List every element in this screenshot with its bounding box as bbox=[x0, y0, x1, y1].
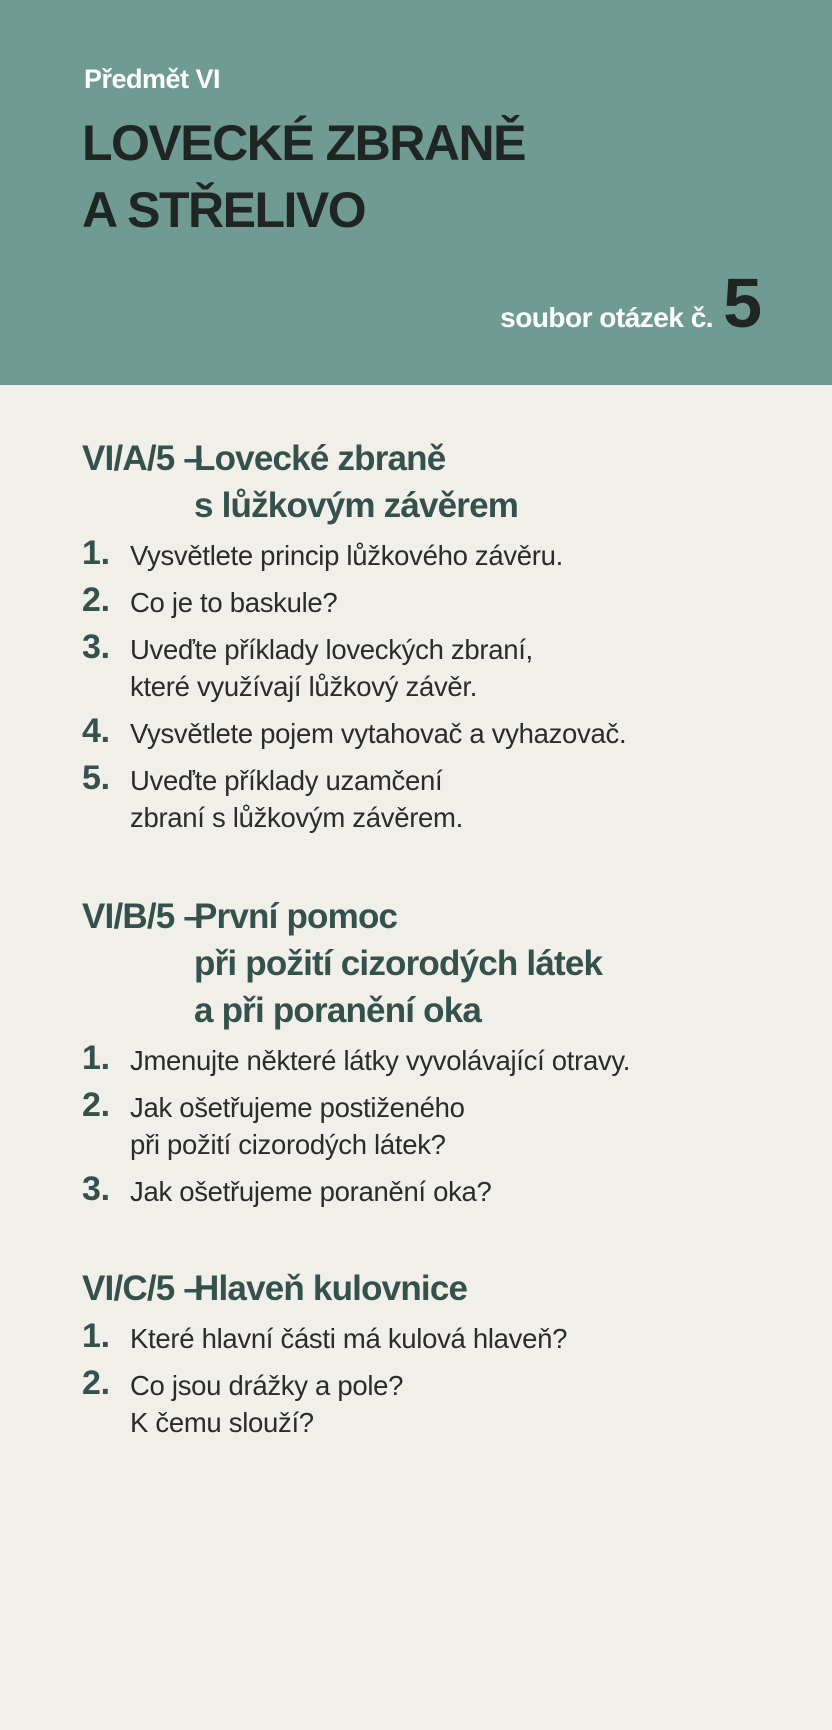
section-title-line: První pomoc bbox=[194, 897, 398, 936]
question-item bbox=[0, 1364, 832, 1441]
question-number: 4. bbox=[82, 712, 110, 750]
question-text: Co jsou drážky a pole? K čemu slouží? bbox=[130, 1370, 404, 1438]
question-item bbox=[0, 712, 832, 752]
section-vi-a bbox=[0, 435, 832, 836]
section-heading bbox=[0, 893, 832, 1034]
section-code: VI/B/5 – bbox=[82, 897, 203, 936]
question-text: Které hlavní části má kulová hlaveň? bbox=[130, 1323, 568, 1354]
page-title bbox=[82, 110, 525, 244]
question-number: 2. bbox=[82, 1086, 110, 1124]
question-text: Jak ošetřujeme poranění oka? bbox=[130, 1176, 492, 1207]
question-text: Uveďte příklady uzamčení zbraní s lůžkovým závěrem. bbox=[130, 765, 463, 833]
question-item bbox=[0, 534, 832, 574]
section-vi-c bbox=[0, 1265, 832, 1441]
subject-label: Předmět VI bbox=[84, 64, 221, 94]
header-band bbox=[0, 0, 832, 385]
question-number: 2. bbox=[82, 581, 110, 619]
question-set-label: soubor otázek č. bbox=[500, 302, 714, 333]
question-item bbox=[0, 1170, 832, 1210]
question-item bbox=[0, 1317, 832, 1357]
question-number: 2. bbox=[82, 1364, 110, 1402]
question-item bbox=[0, 1086, 832, 1163]
section-title-line: a při poranění oka bbox=[194, 991, 482, 1030]
question-text: Vysvětlete princip lůžkového závěru. bbox=[130, 540, 563, 571]
question-text: Vysvětlete pojem vytahovač a vyhazovač. bbox=[130, 718, 627, 749]
question-number: 5. bbox=[82, 759, 110, 797]
question-set bbox=[500, 264, 762, 342]
section-title-line: Lovecké zbraně bbox=[194, 439, 446, 478]
section-title-line: s lůžkovým závěrem bbox=[194, 486, 519, 525]
question-item bbox=[0, 581, 832, 621]
question-number: 1. bbox=[82, 534, 110, 572]
section-code: VI/A/5 – bbox=[82, 439, 203, 478]
section-code: VI/C/5 – bbox=[82, 1269, 203, 1308]
section-title-line: Hlaveň kulovnice bbox=[194, 1269, 468, 1308]
page-title-line: A STŘELIVO bbox=[82, 182, 366, 238]
question-item bbox=[0, 759, 832, 836]
section-title-line: při požití cizorodých látek bbox=[194, 944, 603, 983]
question-number: 1. bbox=[82, 1039, 110, 1077]
question-number: 1. bbox=[82, 1317, 110, 1355]
question-number: 3. bbox=[82, 628, 110, 666]
question-number: 3. bbox=[82, 1170, 110, 1208]
section-vi-b bbox=[0, 893, 832, 1210]
section-heading bbox=[0, 1265, 832, 1312]
page-title-line: LOVECKÉ ZBRANĚ bbox=[82, 115, 525, 171]
question-text: Jmenujte některé látky vyvolávající otravy. bbox=[130, 1045, 631, 1076]
question-text: Uveďte příklady loveckých zbraní, které využívají lůžkový závěr. bbox=[130, 634, 533, 702]
question-item bbox=[0, 628, 832, 705]
question-set-number: 5 bbox=[723, 264, 762, 342]
section-heading bbox=[0, 435, 832, 529]
question-text: Co je to baskule? bbox=[130, 587, 338, 618]
question-text: Jak ošetřujeme postiženého při požití cizorodých látek? bbox=[130, 1092, 465, 1160]
question-item bbox=[0, 1039, 832, 1079]
